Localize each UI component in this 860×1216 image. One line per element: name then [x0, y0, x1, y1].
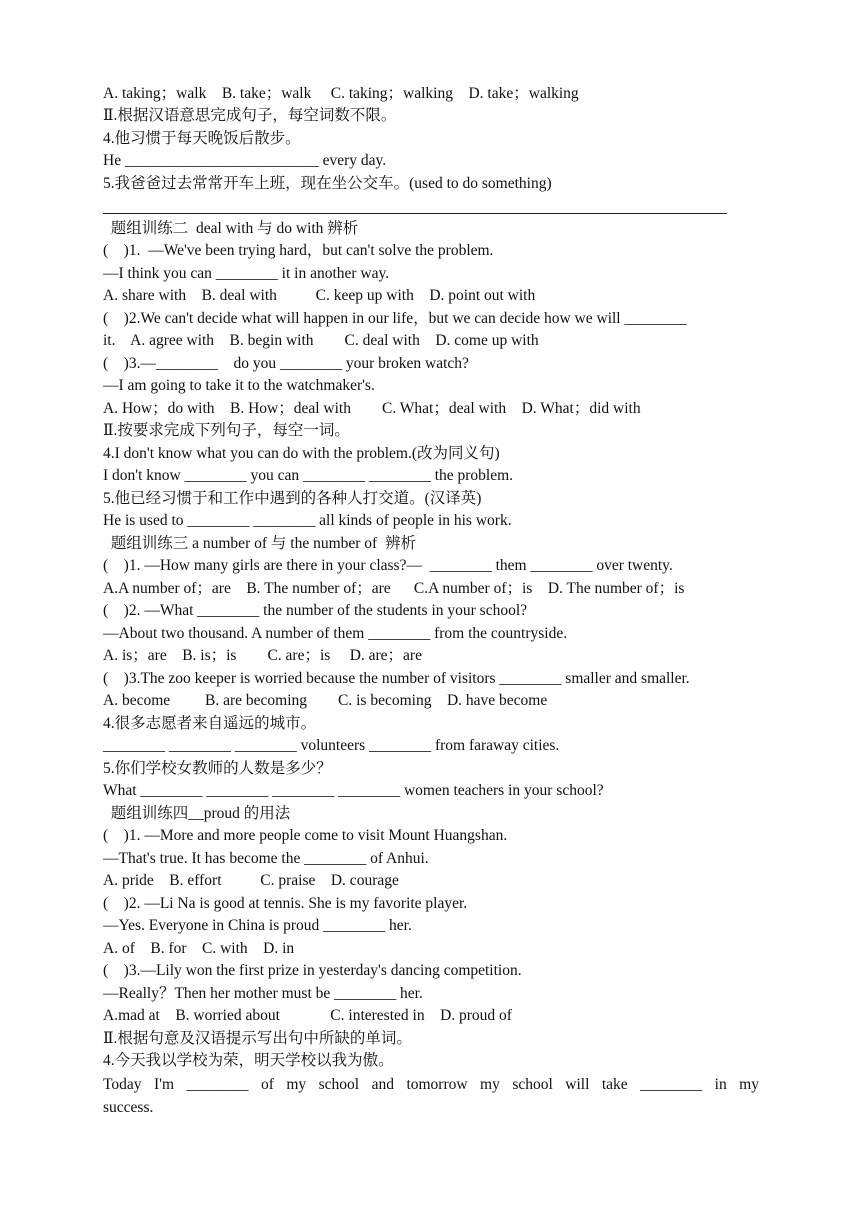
answer-options: A. pride B. effort C. praise D. courage: [103, 872, 399, 889]
question-text: ( )3.—________ do you ________ your broken watch?: [103, 355, 469, 372]
question-text: —That's true. It has become the ________ of Anhui.: [103, 850, 429, 867]
question-text: ( )2.We can't decide what will happen in our life，but we can decide how we will ________: [103, 310, 687, 327]
question-text: 5.我爸爸过去常常开车上班，现在坐公交车。(used to do something): [103, 175, 552, 192]
question-text: ( )3.—Lily won the first prize in yesterday's dancing competition.: [103, 962, 522, 979]
answer-options: it. A. agree with B. begin with C. deal with D. come up with: [103, 332, 539, 349]
question-text: ( )2. —Li Na is good at tennis. She is my favorite player.: [103, 895, 468, 912]
question-text: —I am going to take it to the watchmaker's.: [103, 377, 375, 394]
answer-options: A. share with B. deal with C. keep up with D. point out with: [103, 287, 536, 304]
question-text: 4.今天我以学校为荣，明天学校以我为傲。: [103, 1052, 394, 1069]
question-text: ( )2. —What ________ the number of the students in your school?: [103, 602, 528, 619]
answer-options: A. of B. for C. with D. in: [103, 940, 295, 957]
answer-line: He _________________________ every day.: [103, 152, 387, 169]
answer-options: A. is；are B. is；is C. are；is D. are；are: [103, 647, 422, 664]
answer-options: A.mad at B. worried about C. interested in D. proud of: [103, 1007, 512, 1024]
question-text: 4.很多志愿者来自遥远的城市。: [103, 715, 317, 732]
answer-line: I don't know ________ you can ________ ________ the problem.: [103, 467, 514, 484]
question-text: —Yes. Everyone in China is proud ________ her.: [103, 917, 412, 934]
question-text: —I think you can ________ it in another way.: [103, 265, 390, 282]
group-heading: 题组训练四__proud 的用法: [103, 805, 291, 822]
group-heading: 题组训练三 a number of 与 the number of 辨析: [103, 535, 416, 552]
answer-line: ________ ________ ________ volunteers ________ from faraway cities.: [103, 737, 560, 754]
question-text: —Really？Then her mother must be ________ her.: [103, 985, 423, 1002]
question-text: 4.I don't know what you can do with the problem.(改为同义句): [103, 445, 500, 462]
answer-line: He is used to ________ ________ all kinds of people in his work.: [103, 512, 512, 529]
question-text: ( )1. —We've been trying hard，but can't solve the problem.: [103, 242, 494, 259]
section-heading: Ⅱ.根据汉语意思完成句子，每空词数不限。: [103, 107, 397, 124]
question-text: —About two thousand. A number of them ________ from the countryside.: [103, 625, 568, 642]
question-text: 5.你们学校女教师的人数是多少？: [103, 760, 332, 777]
question-text: ( )1. —How many girls are there in your class?— ________ them ________ over twenty.: [103, 557, 673, 574]
question-text: 4.他习惯于每天晚饭后散步。: [103, 130, 301, 147]
answer-options: A. How；do with B. How；deal with C. What；deal with D. What；did with: [103, 400, 641, 417]
question-text: ( )1. —More and more people come to visit Mount Huangshan.: [103, 827, 508, 844]
answer-blank-rule: [103, 213, 727, 214]
question-text: ( )3.The zoo keeper is worried because the number of visitors ________ smaller and smaller.: [103, 670, 690, 687]
section-heading: Ⅱ.按要求完成下列句子，每空一词。: [103, 422, 350, 439]
answer-options: A. become B. are becoming C. is becoming D. have become: [103, 692, 548, 709]
answer-line-continued: success.: [103, 1099, 154, 1116]
group-heading: 题组训练二 deal with 与 do with 辨析: [103, 220, 359, 237]
answer-line: Today I'm ________ of my school and tomorrow my school will take ________ in my: [103, 1076, 759, 1093]
answer-options: A.A number of；are B. The number of；are C.A number of；is D. The number of；is: [103, 580, 685, 597]
q3-options: A. taking；walk B. take；walk C. taking；walking D. take；walking: [103, 85, 579, 102]
answer-line: What ________ ________ ________ ________ women teachers in your school?: [103, 782, 604, 799]
question-text: 5.他已经习惯于和工作中遇到的各种人打交道。(汉译英): [103, 490, 482, 507]
section-heading: Ⅱ.根据句意及汉语提示写出句中所缺的单词。: [103, 1030, 412, 1047]
